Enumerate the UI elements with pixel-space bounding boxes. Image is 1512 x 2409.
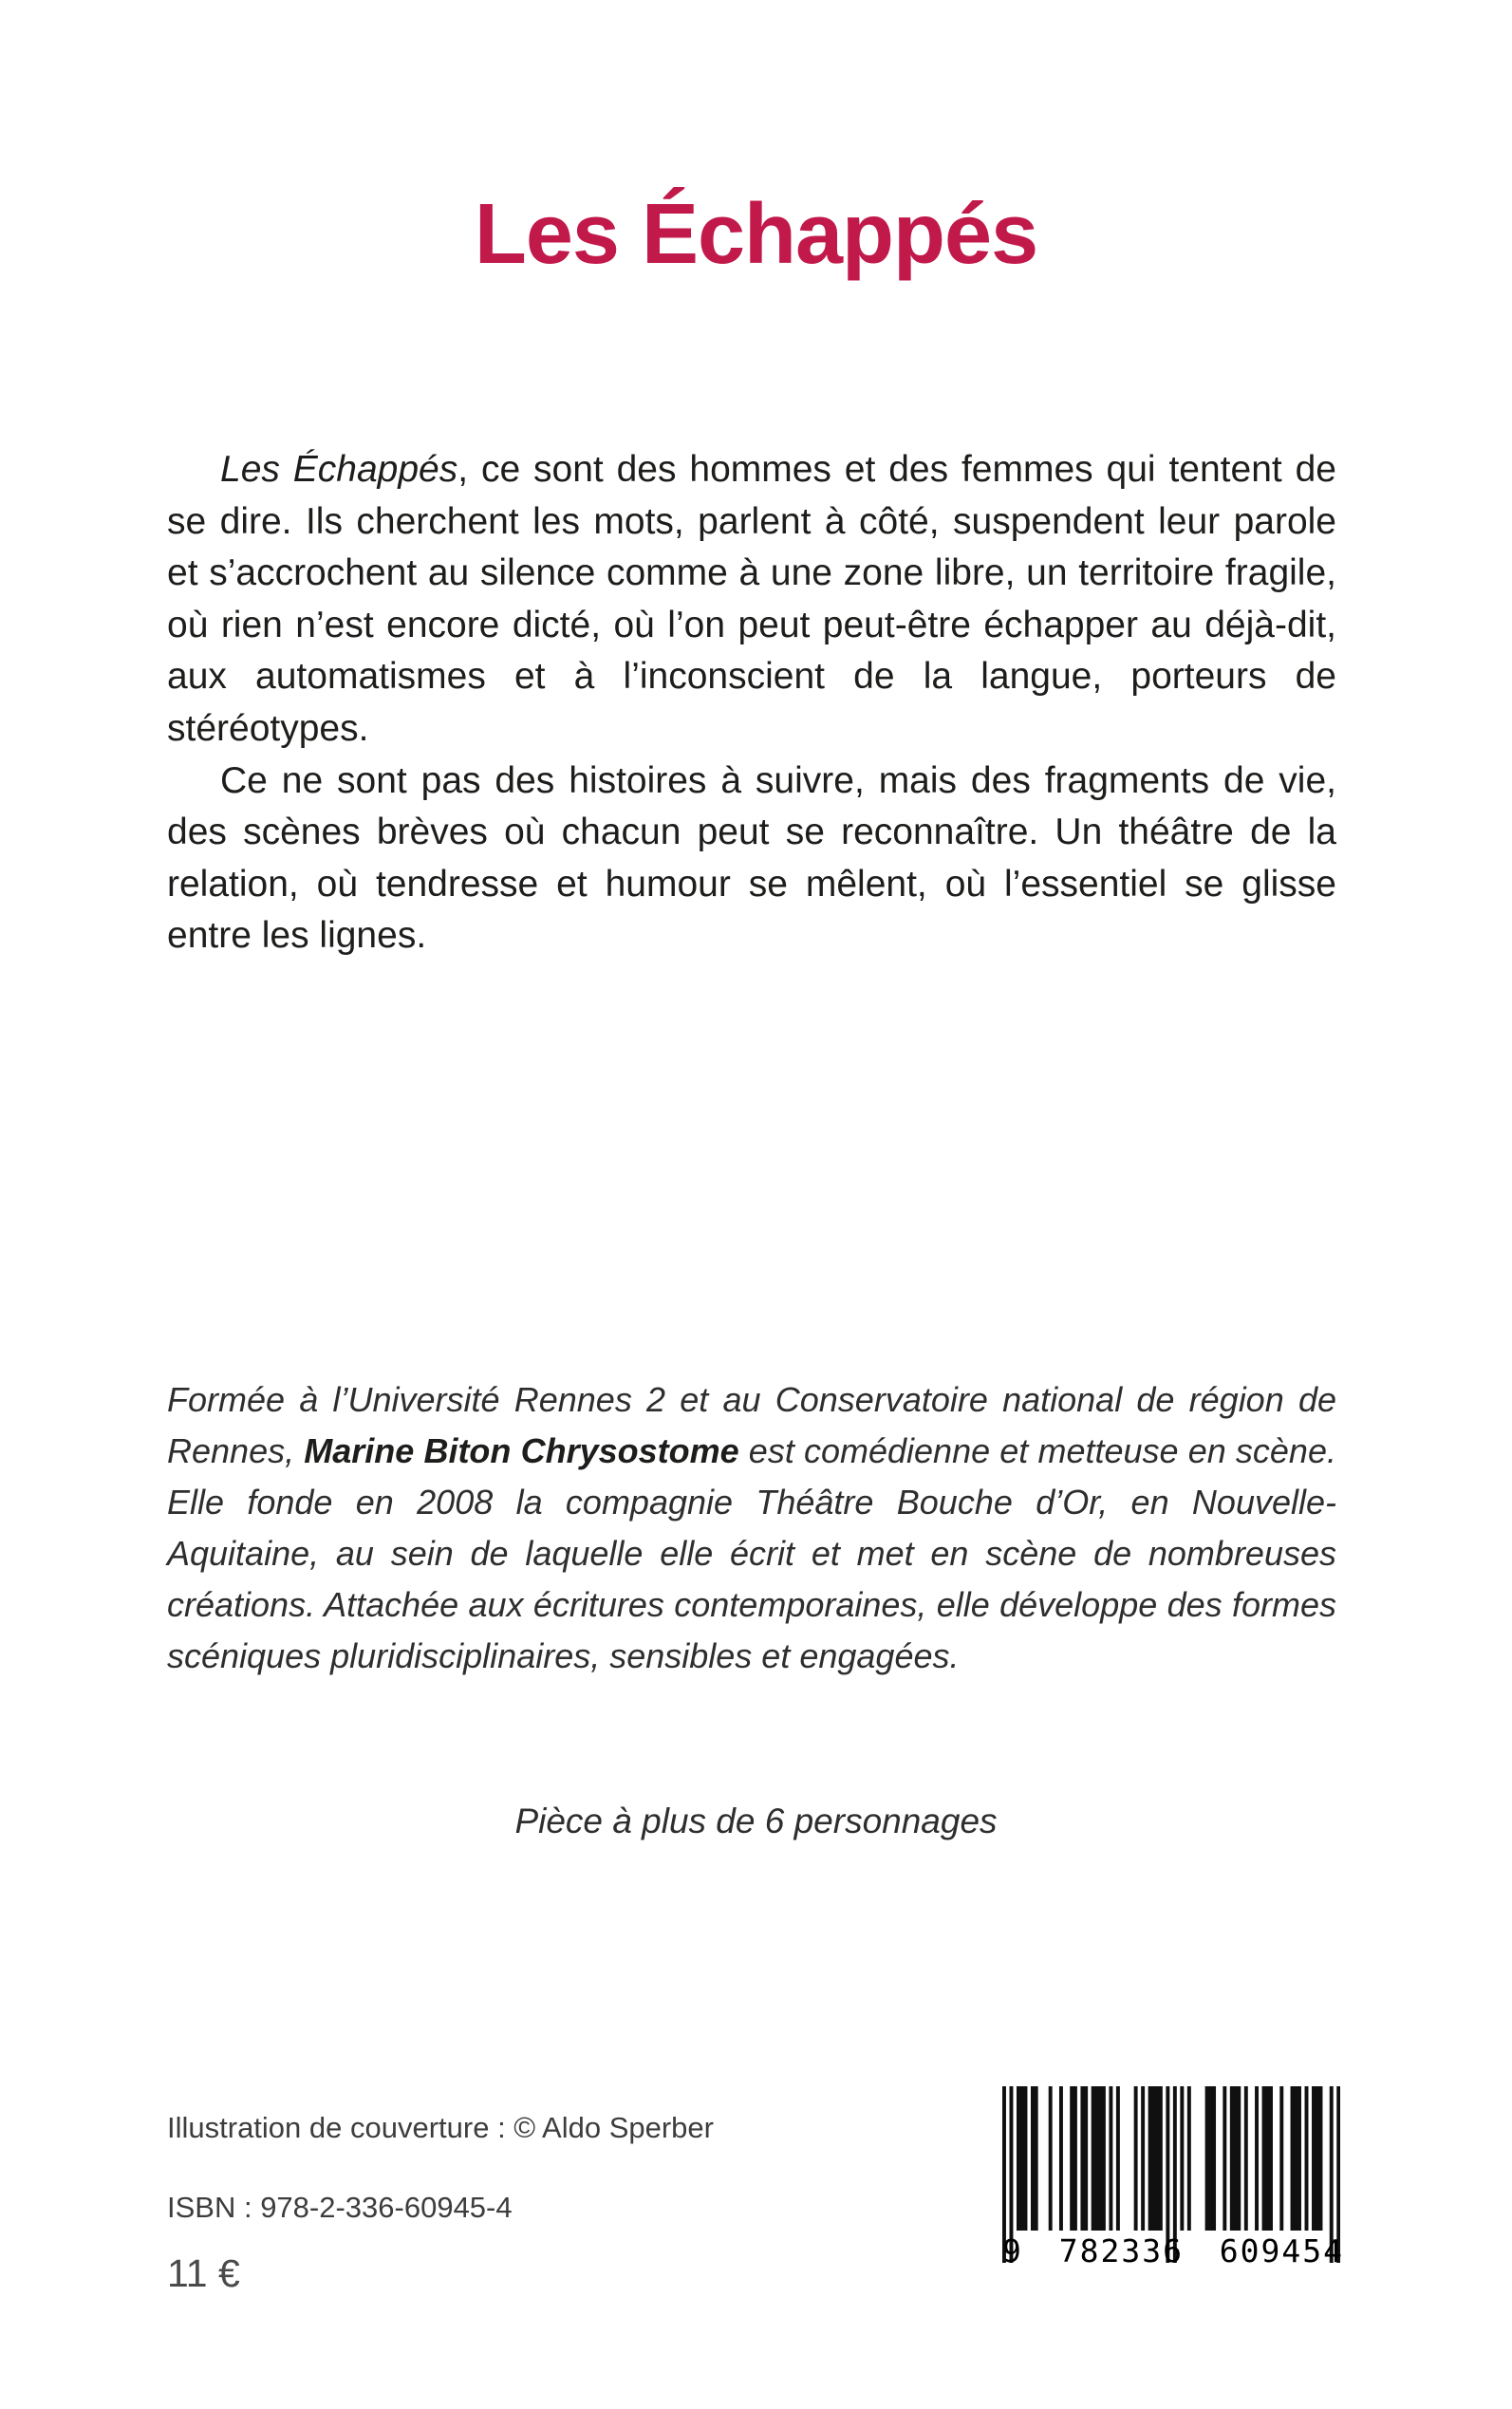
- book-title: Les Échappés: [474, 187, 1038, 282]
- cast-note: Pièce à plus de 6 personnages: [514, 1802, 998, 1840]
- barcode: [1002, 2086, 1345, 2288]
- synopsis: [167, 444, 1336, 962]
- bio-text-part-1: Formée à l’Université Rennes 2 et au Conservatoire national de région de Rennes,: [167, 1380, 1336, 1470]
- barcode-digits: 9 782336 609454: [1002, 2232, 1345, 2269]
- illustration-credit: Illustration de couverture : © Aldo Sperber: [167, 2111, 714, 2144]
- bio-text-part-2: est comédienne et metteuse en scène. Elle fonde en 2008 la compagnie Théâtre Bouche d’Or, en Nouvelle-Aquitaine, au sein de laquelle elle écrit et met en scène de nombreuses créations. Attachée aux écritures contemporaines, elle développe des formes scéniques pluridisciplinaires, sensibles et engagées.: [167, 1431, 1336, 1675]
- author-bio: [167, 1374, 1336, 1682]
- synopsis-paragraph-2: Ce ne sont pas des histoires à suivre, mais des fragments de vie, des scènes brèves où chacun peut se reconnaître. Un théâtre de la relation, où tendresse et humour se mêlent, où l’essentiel se glisse entre les lignes.: [167, 759, 1336, 957]
- author-name: Marine Biton Chrysostome: [304, 1431, 739, 1470]
- isbn-number: ISBN : 978-2-336-60945-4: [167, 2191, 513, 2224]
- synopsis-paragraph-1-text: , ce sont des hommes et des femmes qui tentent de se dire. Ils cherchent les mots, parlent à côté, suspendent leur parole et s’accrochent au silence comme à une zone libre, un territoire fragile, où rien n’est encore dicté, où l’on peut peut-être échapper au déjà-dit, aux automatismes et à l’inconscient de la langue, porteurs de stéréotypes.: [167, 449, 1336, 749]
- book-title-mention: Les Échappés: [220, 449, 458, 490]
- synopsis-paragraph-1: [167, 444, 1336, 756]
- bio-paragraph: [167, 1374, 1336, 1682]
- price: 11 €: [167, 2251, 240, 2295]
